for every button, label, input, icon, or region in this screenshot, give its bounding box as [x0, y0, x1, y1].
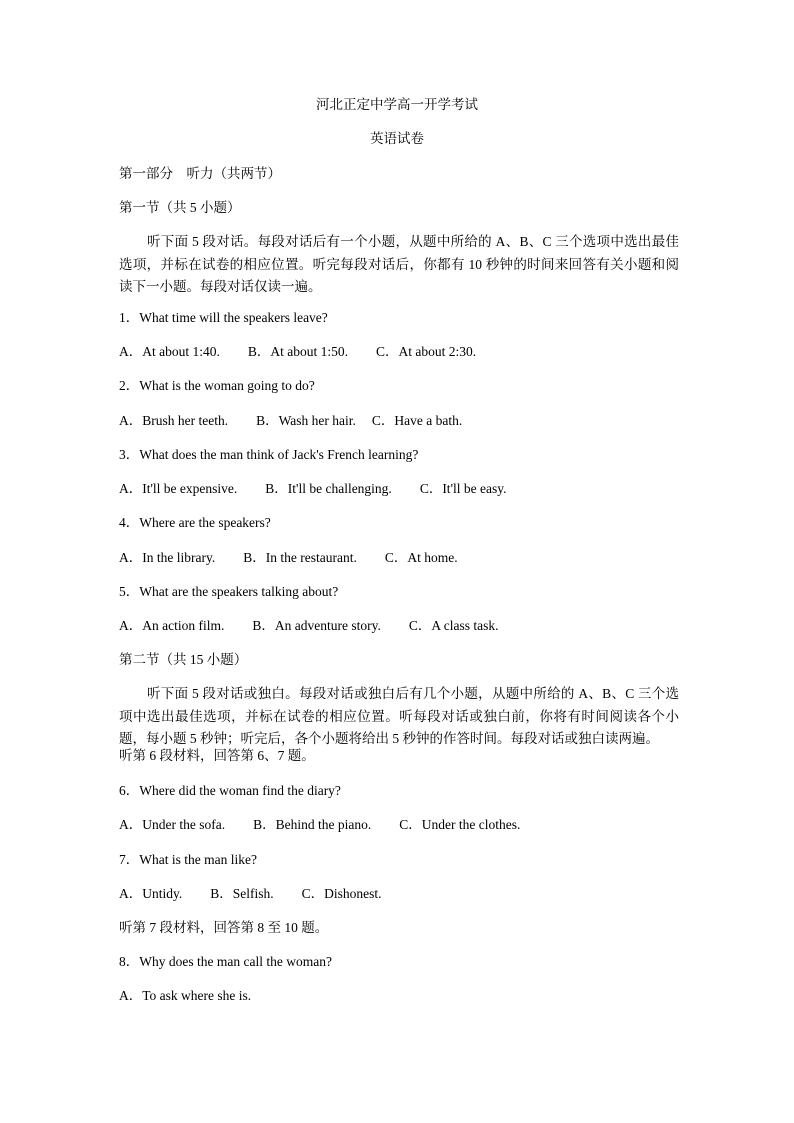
option-c: C．Under the clothes.	[399, 817, 521, 832]
section1-instructions: 听下面 5 段对话。每段对话后有一个小题，从题中所给的 A、B、C 三个选项中选出最佳选项，并标在试卷的相应位置。听完每段对话后，你都有 10 秒钟的时间来回答有关小题和阅读下一小题。每段对话仅读一遍。	[119, 234, 679, 294]
option-a: A．Untidy.	[119, 886, 183, 901]
option-c: C．Have a bath.	[371, 413, 463, 428]
question-4: 4．Where are the speakers?	[119, 515, 271, 530]
exam-subtitle: 英语试卷	[370, 131, 424, 146]
option-a: A．An action film.	[119, 618, 225, 633]
material-7-note: 听第 7 段材料，回答第 8 至 10 题。	[119, 920, 329, 935]
option-b: B．It'll be challenging.	[265, 481, 392, 496]
option-a: A．To ask where she is.	[119, 988, 252, 1003]
option-c: C．At home.	[384, 550, 458, 565]
option-c: C．A class task.	[408, 618, 499, 633]
material-6-note: 听第 6 段材料，回答第 6、7 题。	[119, 748, 315, 763]
exam-title: 河北正定中学高一开学考试	[316, 97, 478, 112]
option-a: A．Under the sofa.	[119, 817, 226, 832]
option-b: B．Wash her hair.	[256, 413, 356, 428]
question-5-options	[119, 616, 498, 636]
option-b: B．At about 1:50.	[247, 344, 348, 359]
question-5: 5．What are the speakers talking about?	[119, 584, 339, 599]
question-6-options	[119, 815, 520, 835]
question-2-options	[119, 411, 462, 431]
question-3-options	[119, 479, 506, 499]
option-b: B．Behind the piano.	[253, 817, 372, 832]
option-c: C．It'll be easy.	[419, 481, 507, 496]
question-6: 6．Where did the woman find the diary?	[119, 783, 341, 798]
option-a: A．Brush her teeth.	[119, 413, 229, 428]
option-b: B．In the restaurant.	[243, 550, 357, 565]
section2-instructions: 听下面 5 段对话或独白。每段对话或独白后有几个小题，从题中所给的 A、B、C 三个选项中选出最佳选项，并标在试卷的相应位置。听每段对话或独白前，你将有时间阅读各个小题，每小题 5 秒钟；听完后，各个小题将给出 5 秒钟的作答时间。每段对话或独白读两遍。	[119, 686, 679, 746]
part1-heading: 第一部分 听力（共两节）	[119, 166, 281, 181]
option-a: A．It'll be expensive.	[119, 481, 238, 496]
option-c: C．At about 2:30.	[376, 344, 477, 359]
question-1-options	[119, 342, 476, 362]
option-a: A．At about 1:40.	[119, 344, 220, 359]
question-1: 1．What time will the speakers leave?	[119, 310, 328, 325]
option-c: C．Dishonest.	[301, 886, 382, 901]
question-7-options	[119, 884, 382, 904]
section1-heading: 第一节（共 5 小题）	[119, 200, 241, 215]
question-8-options	[119, 986, 251, 1006]
option-b: B．Selfish.	[210, 886, 274, 901]
question-4-options	[119, 548, 458, 568]
question-7: 7．What is the man like?	[119, 852, 257, 867]
option-b: B．An adventure story.	[252, 618, 381, 633]
question-3: 3．What does the man think of Jack's French learning?	[119, 447, 419, 462]
question-2: 2．What is the woman going to do?	[119, 378, 315, 393]
option-a: A．In the library.	[119, 550, 216, 565]
section2-heading: 第二节（共 15 小题）	[119, 652, 248, 667]
question-8: 8．Why does the man call the woman?	[119, 954, 332, 969]
